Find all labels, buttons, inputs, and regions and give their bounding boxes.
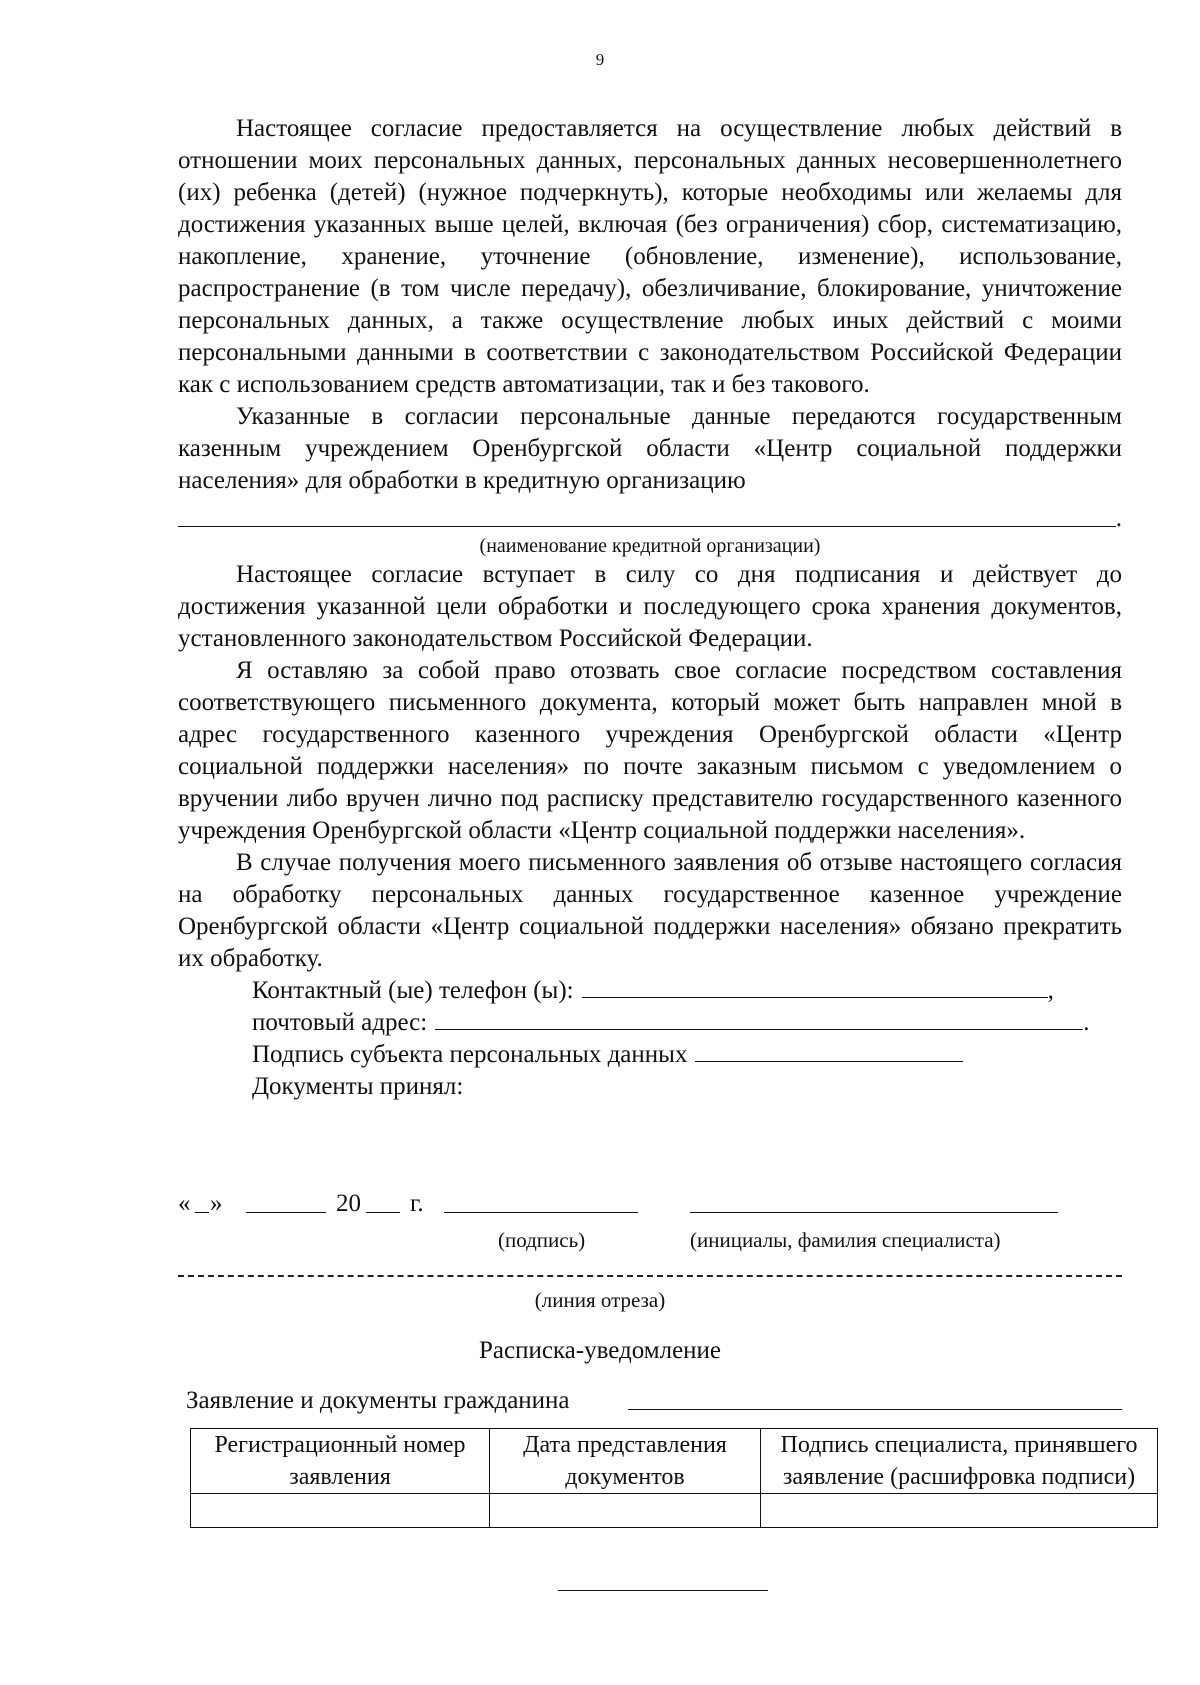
applicant-label: Заявление и документы гражданина — [186, 1387, 570, 1414]
year-input-line[interactable] — [366, 1212, 400, 1213]
phone-field-row — [252, 975, 1122, 1007]
month-input-line[interactable] — [246, 1212, 326, 1213]
cell-registration-number[interactable] — [191, 1494, 490, 1528]
header-registration-number: Регистрационный номер заявления — [191, 1429, 490, 1494]
year-prefix: 20 — [336, 1190, 361, 1217]
consent-body — [178, 113, 1122, 1103]
date-quote-open: « — [178, 1190, 191, 1217]
phone-line-end: , — [1047, 977, 1054, 1004]
paragraph-transfer: Указанные в согласии персональные данные передаются государственным казенным учреждением Оренбургской области «Центр социальной поддержки населения» для обработки в кредитную организацию — [178, 403, 1122, 494]
accepted-row — [252, 1071, 1122, 1103]
cut-line — [178, 1275, 1122, 1277]
specialist-signature-line[interactable] — [444, 1212, 638, 1213]
paragraph-validity: Настоящее согласие вступает в силу со дня подписания и действует до достижения указанной цели обработки и последующего срока хранения документов, установленного законодательством Российской Федерации. — [178, 561, 1122, 652]
bank-name-caption: (наименование кредитной организации) — [479, 535, 821, 557]
day-input-line[interactable] — [195, 1212, 209, 1213]
bank-name-blank[interactable] — [178, 497, 1122, 533]
address-label: почтовый адрес: — [252, 1009, 428, 1036]
end-separator-line — [558, 1590, 768, 1591]
header-specialist-signature: Подпись специалиста, принявшего заявление (расшифровка подписи) — [761, 1429, 1158, 1494]
accepted-label: Документы принял: — [252, 1073, 464, 1100]
address-line-end: . — [1083, 1009, 1090, 1036]
signature-caption: (подпись) — [498, 1228, 586, 1252]
table-row — [191, 1494, 1158, 1528]
subject-signature-label: Подпись субъекта персональных данных — [252, 1041, 688, 1068]
cut-line-caption: (линия отреза) — [534, 1288, 666, 1312]
paragraph-scope: Настоящее согласие предоставляется на осуществление любых действий в отношении моих персональных данных, персональных данных несовершеннолетнего (их) ребенка (детей) (нужное подчеркнуть), которые необходимы или желаемы для достижения указанных выше целей, включая (без ограничения) сбор, систематизацию, накопление, хранение, уточнение (обновление, изменение), использование, распространение (в том числе передачу), обезличивание, блокирование, уничтожение персональных данных, а также осуществление любых иных действий с моими персональными данными в соответствии с законодательством Российской Федерации как с использованием средств автоматизации, так и без такового. — [178, 115, 1122, 398]
specialist-name-line[interactable] — [690, 1212, 1058, 1213]
date-quote-close: » — [210, 1190, 223, 1217]
address-field-row — [252, 1007, 1122, 1039]
cell-submission-date[interactable] — [490, 1494, 761, 1528]
bank-name-line-end: . — [1115, 505, 1122, 532]
bank-name-line — [178, 526, 1116, 527]
paragraph-termination: В случае получения моего письменного заявления об отзыве настоящего согласия на обработку персональных данных государственное казенное учреждение Оренбургской области «Центр социальной поддержки населения» обязано прекратить их обработку. — [178, 849, 1122, 972]
page-number: 9 — [595, 50, 605, 69]
applicant-name-line[interactable] — [628, 1409, 1122, 1410]
cell-specialist-signature[interactable] — [761, 1494, 1158, 1528]
subject-signature-line[interactable] — [695, 1039, 963, 1062]
receipt-title: Расписка-уведомление — [478, 1337, 722, 1364]
header-submission-date: Дата представления документов — [490, 1429, 761, 1494]
year-suffix: г. — [410, 1190, 424, 1217]
phone-label: Контактный (ые) телефон (ы): — [252, 977, 574, 1004]
paragraph-revocation: Я оставляю за собой право отозвать свое согласие посредством составления соответствующего письменного документа, который может быть направлен мной в адрес государственного казенного учреждения Оренбургской области «Центр социальной поддержки населения» по почте заказным письмом с уведомлением о вручении либо вручен лично под расписку представителю государственного казенного учреждения Оренбургской области «Центр социальной поддержки населения». — [178, 657, 1122, 844]
receipt-table — [190, 1428, 1158, 1528]
address-input-line[interactable] — [435, 1007, 1083, 1030]
subject-signature-row — [252, 1039, 1122, 1071]
phone-input-line[interactable] — [582, 975, 1048, 998]
specialist-caption: (инициалы, фамилия специалиста) — [690, 1228, 1001, 1252]
table-header-row — [191, 1429, 1158, 1494]
